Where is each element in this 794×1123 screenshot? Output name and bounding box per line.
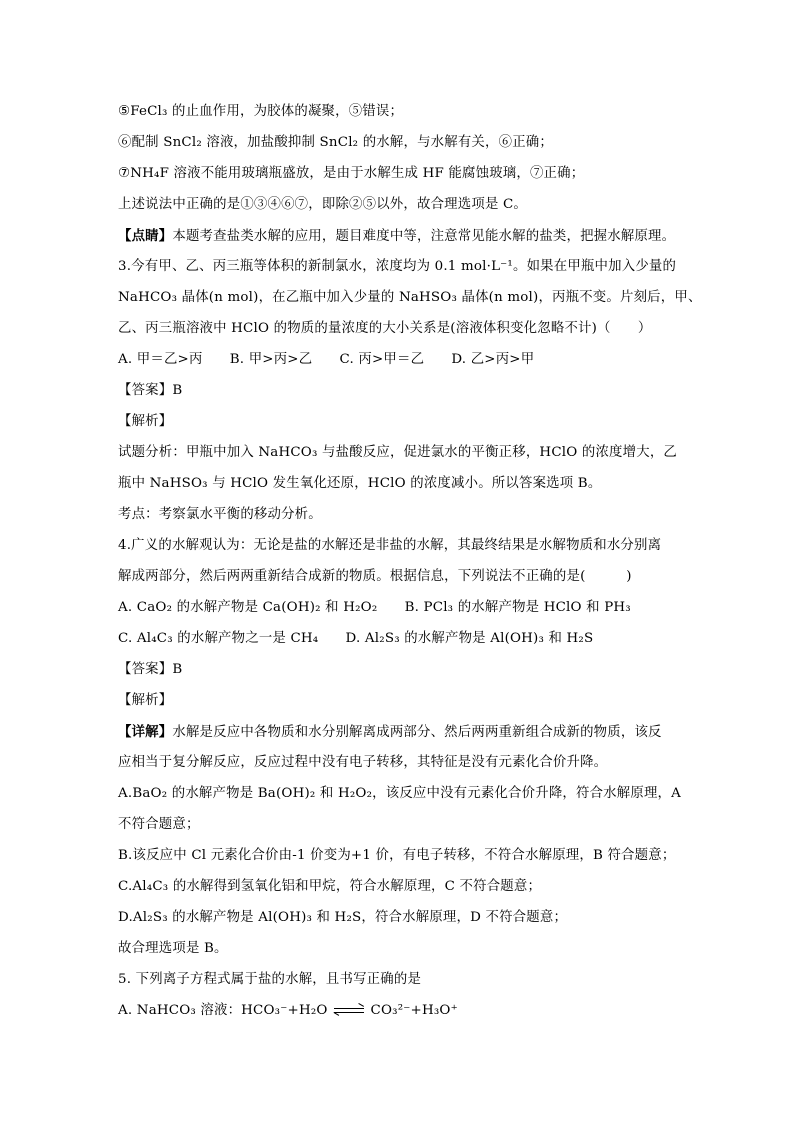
text-line: B.该反应中 Cl 元素化合价由-1 价变为+1 价，有电子转移，不符合水解原理，B 符合题意； <box>118 848 676 863</box>
question-3-line: NaHCO₃ 晶体(n mol)，在乙瓶中加入少量的 NaHSO₃ 晶体(n mol)，丙瓶不变。片刻后，甲、 <box>118 290 702 305</box>
question-4-line: 解成两部分，然后两两重新结合成新的物质。根据信息，下列说法不正确的是( ) <box>118 569 632 584</box>
text-line: A.BaO₂ 的水解产物是 Ba(OH)₂ 和 H₂O₂，该反应中没有元素化合价升降，符合水解原理，A <box>118 786 682 801</box>
question-5-line: 5. 下列离子方程式属于盐的水解，且书写正确的是 <box>118 972 422 987</box>
equilibrium-arrow-icon <box>334 1006 364 1016</box>
question-4-options: A. CaO₂ 的水解产物是 Ca(OH)₂ 和 H₂O₂ B. PCl₃ 的水解产物是 HClO 和 PH₃ <box>118 600 631 615</box>
text-line: ⑦NH₄F 溶液不能用玻璃瓶盛放，是由于水解生成 HF 能腐蚀玻璃，⑦正确； <box>118 166 585 181</box>
tip-tag: 【点睛】 <box>118 228 173 244</box>
equation-left: A. NaHCO₃ 溶液：HCO₃⁻+H₂O <box>118 1003 328 1018</box>
answer-label: 【答案】B <box>118 383 183 398</box>
question-3-line: 乙、丙三瓶溶液中 HClO 的物质的量浓度的大小关系是(溶液体积变化忽略不计)（ ） <box>118 321 652 336</box>
tip-line <box>118 228 675 245</box>
analysis-label: 【解析】 <box>118 693 173 708</box>
analysis-label: 【解析】 <box>118 414 173 429</box>
text-line: ⑥配制 SnCl₂ 溶液，加盐酸抑制 SnCl₂ 的水解，与水解有关，⑥正确； <box>118 135 553 150</box>
detail-tag: 【详解】 <box>118 724 173 740</box>
question-5-option-a <box>118 1003 458 1019</box>
equation-right: CO₃²⁻+H₃O⁺ <box>370 1003 458 1018</box>
text-line: ⑤FeCl₃ 的止血作用，为胶体的凝聚，⑤错误； <box>118 104 404 119</box>
text-line: 应相当于复分解反应，反应过程中没有电子转移，其特征是没有元素化合价升降。 <box>118 755 608 770</box>
answer-label: 【答案】B <box>118 662 183 677</box>
question-3-line: 3.今有甲、乙、丙三瓶等体积的新制氯水，浓度均为 0.1 mol·L⁻¹。如果在甲瓶中加入少量的 <box>118 259 677 274</box>
text-line: C.Al₄C₃ 的水解得到氢氧化铝和甲烷，符合水解原理，C 不符合题意； <box>118 879 542 894</box>
text-line: 瓶中 NaHSO₃ 与 HClO 发生氧化还原，HClO 的浓度减小。所以答案选项 B。 <box>118 476 602 491</box>
text-line: D.Al₂S₃ 的水解产物是 Al(OH)₃ 和 H₂S，符合水解原理，D 不符合题意； <box>118 910 568 925</box>
question-3-options: A. 甲＝乙>丙 B. 甲>丙>乙 C. 丙>甲＝乙 D. 乙>丙>甲 <box>118 352 535 367</box>
detail-text: 水解是反应中各物质和水分别解离成两部分、然后两两重新组合成新的物质，该反 <box>172 725 662 740</box>
detail-line <box>118 724 662 741</box>
text-line: 故合理选项是 B。 <box>118 941 228 956</box>
text-line: 上述说法中正确的是①③④⑥⑦，即除②⑤以外，故合理选项是 C。 <box>118 197 528 212</box>
question-4-line: 4.广义的水解观认为：无论是盐的水解还是非盐的水解，其最终结果是水解物质和水分别离 <box>118 538 662 553</box>
text-line: 不符合题意； <box>118 817 200 832</box>
text-line: 试题分析：甲瓶中加入 NaHCO₃ 与盐酸反应，促进氯水的平衡正移，HClO 的浓度增大，乙 <box>118 445 678 460</box>
text-line: 考点：考察氯水平衡的移动分析。 <box>118 507 322 522</box>
question-4-options: C. Al₄C₃ 的水解产物之一是 CH₄ D. Al₂S₃ 的水解产物是 Al(OH)₃ 和 H₂S <box>118 631 594 646</box>
tip-text: 本题考查盐类水解的应用，题目难度中等，注意常见能水解的盐类，把握水解原理。 <box>172 229 676 244</box>
